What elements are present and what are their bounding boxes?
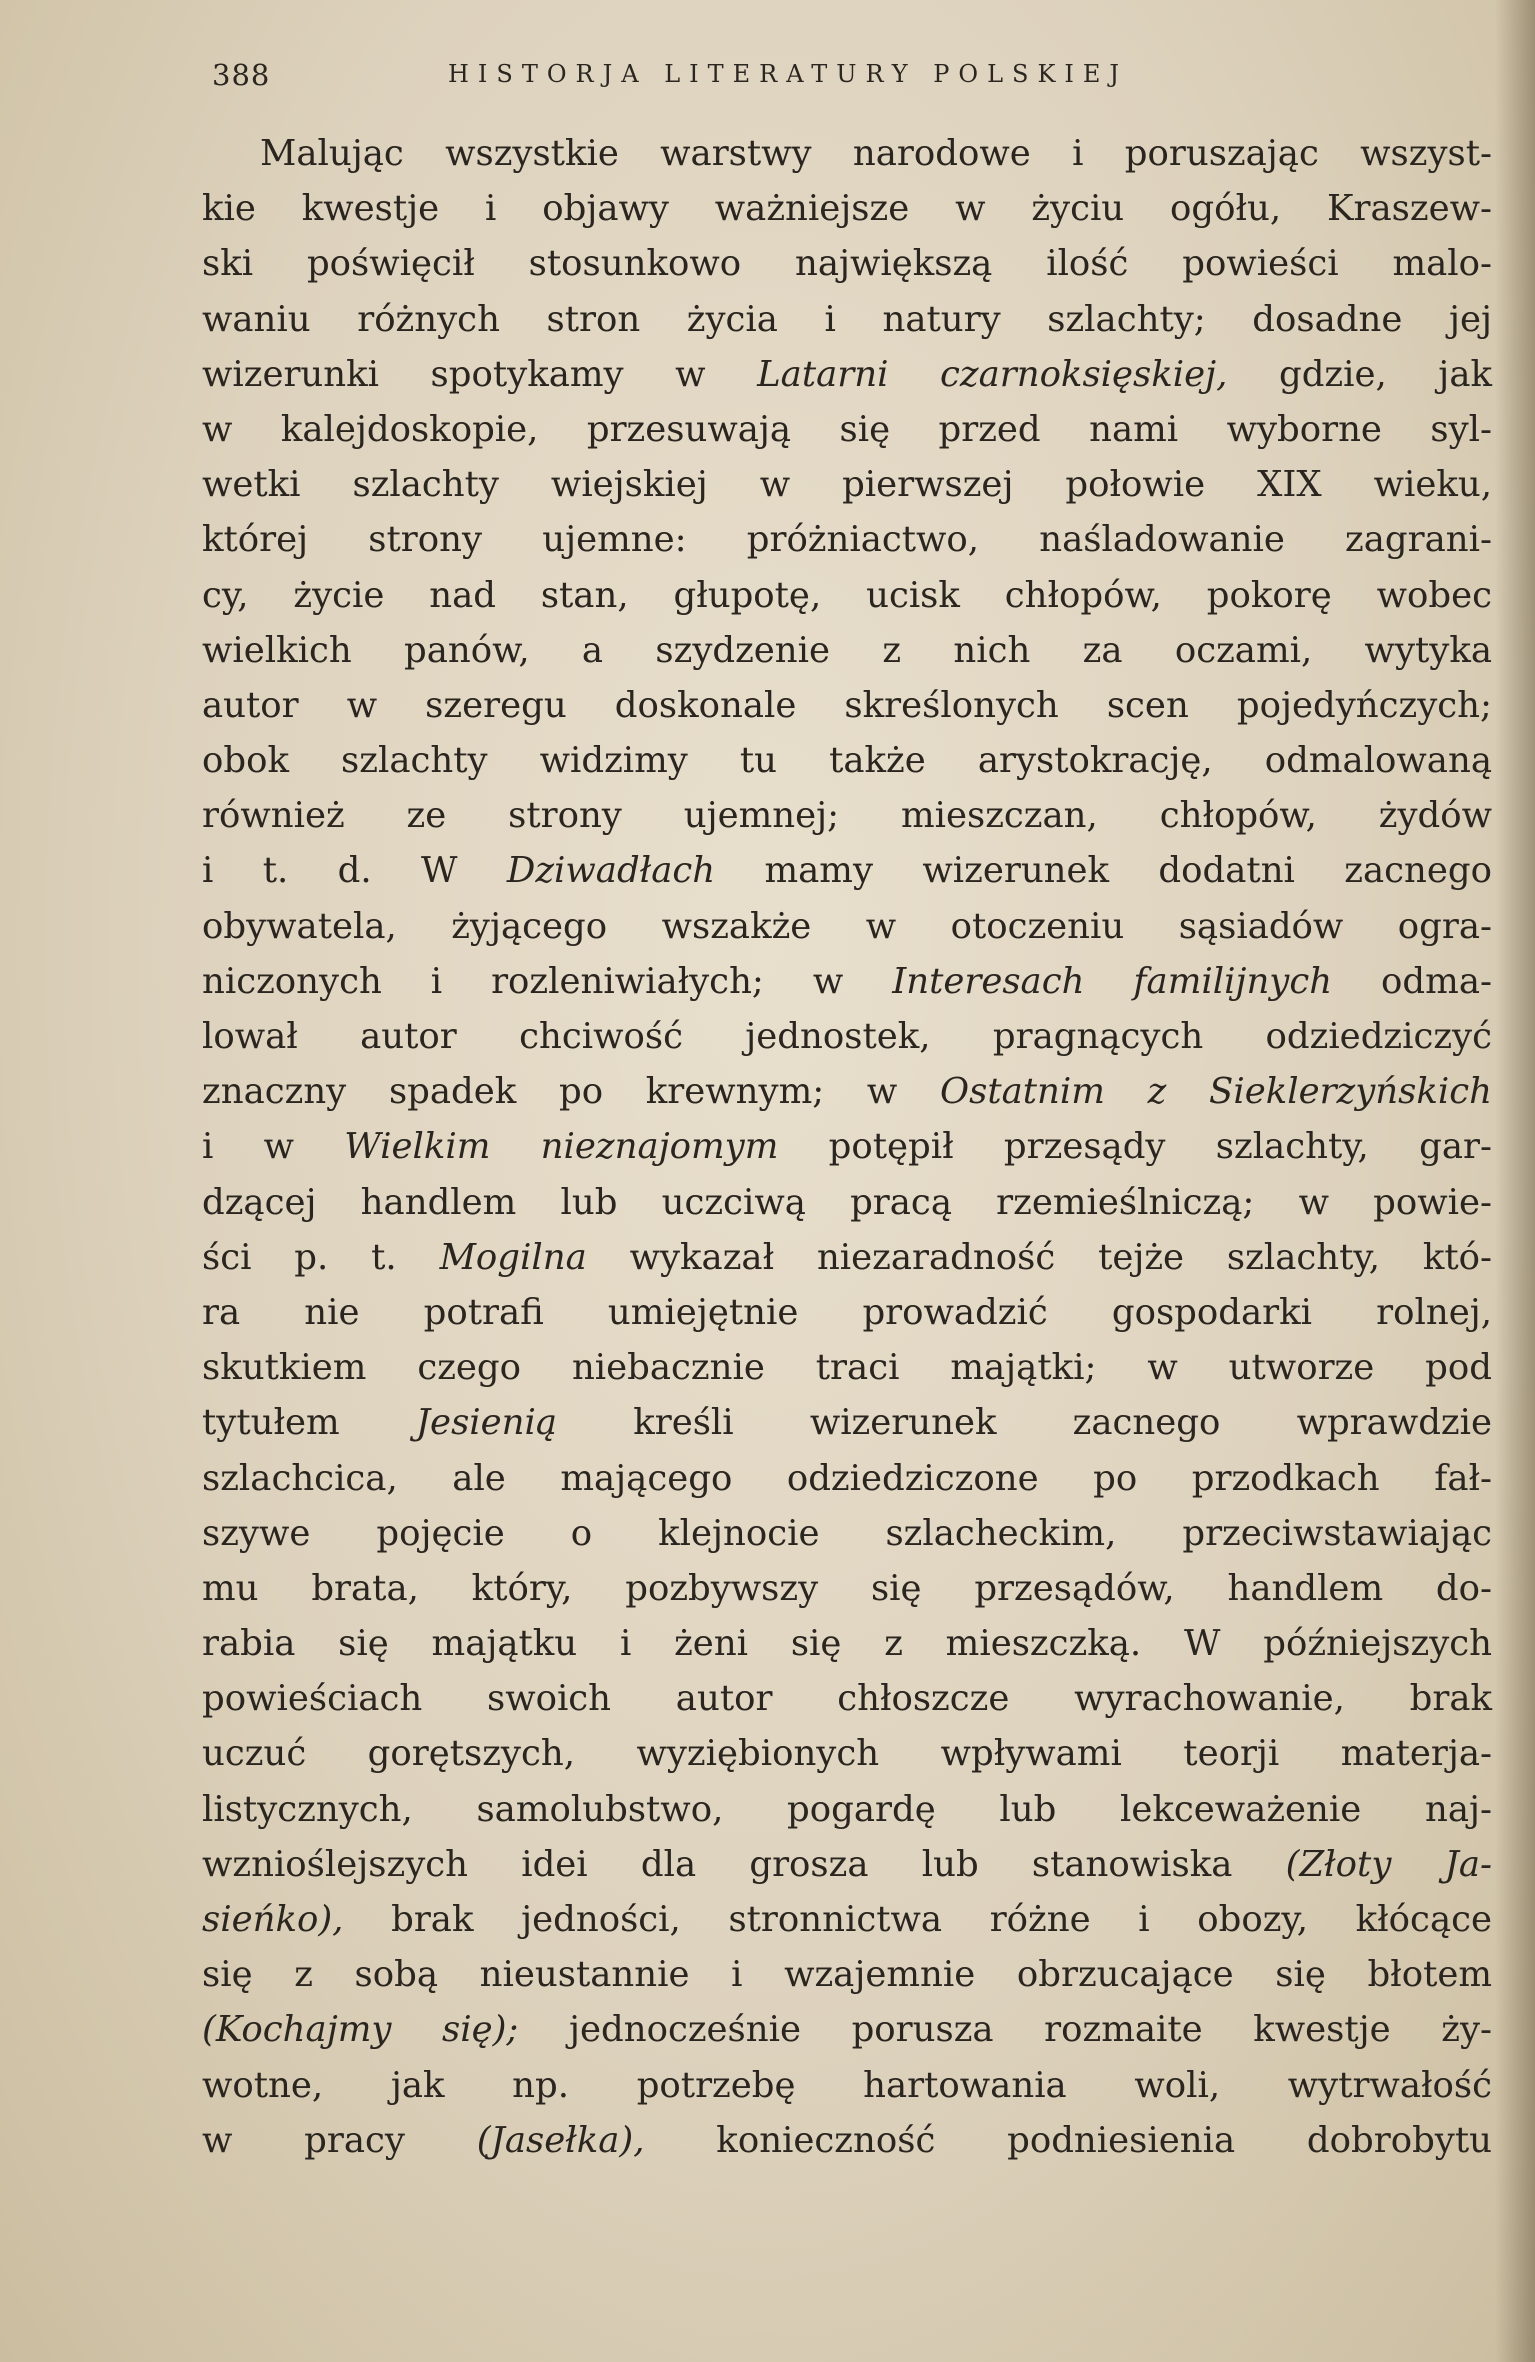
text-segment: powieściach swoich autor chłoszcze wyrachowanie, brak: [202, 1678, 1492, 1720]
text-line: [202, 292, 1492, 347]
text-segment: odma-: [1332, 960, 1492, 1002]
text-segment: również ze strony ujemnej; mieszczan, chłopów, żydów: [202, 795, 1492, 837]
text-segment: wizerunki spotykamy w: [202, 353, 758, 395]
text-segment: rabia się majątku i żeni się z mieszczką. W późniejszych: [202, 1623, 1492, 1665]
italic-title: Jesienią: [415, 1402, 558, 1444]
text-segment: szlachcica, ale mającego odziedziczone po przodkach fał-: [202, 1457, 1492, 1499]
text-segment: wotne, jak np. potrzebę hartowania woli, wytrwałość: [202, 2064, 1492, 2106]
text-line: [202, 568, 1492, 623]
text-segment: uczuć gorętszych, wyziębionych wpływami teorji materja-: [202, 1733, 1492, 1775]
text-segment: autor w szeregu doskonale skreślonych scen pojedyńczych;: [202, 684, 1492, 726]
text-segment: wielkich panów, a szydzenie z nich za oczami, wytyka: [202, 629, 1492, 671]
italic-title: (Kochajmy się);: [202, 2009, 519, 2051]
text-segment: znaczny spadek po krewnym; w: [202, 1071, 941, 1113]
text-line: [202, 1230, 1492, 1285]
text-segment: konieczność podniesienia dobrobytu: [644, 2119, 1492, 2161]
text-line: [202, 1340, 1492, 1395]
text-line: [202, 788, 1492, 843]
text-line: [202, 1561, 1492, 1616]
text-line: [202, 236, 1492, 291]
text-line: [202, 347, 1492, 402]
text-segment: ski poświęcił stosunkowo największą ilość powieści malo-: [202, 243, 1492, 285]
text-line: [202, 126, 1492, 181]
text-line: [202, 2002, 1492, 2057]
body-paragraph: [202, 126, 1492, 2168]
text-line: [202, 843, 1492, 898]
text-segment: gdzie, jak: [1227, 353, 1492, 395]
text-segment: w pracy: [202, 2119, 477, 2161]
text-segment: listycznych, samolubstwo, pogardę lub lekceważenie naj-: [202, 1788, 1492, 1830]
text-segment: Malując wszystkie warstwy narodowe i poruszając wszyst-: [260, 133, 1492, 174]
text-line: [202, 2058, 1492, 2113]
text-line: [202, 1892, 1492, 1947]
text-segment: niczonych i rozleniwiałych; w: [202, 960, 893, 1002]
text-segment: tytułem: [202, 1402, 416, 1444]
text-line: [202, 512, 1492, 567]
text-segment: w kalejdoskopie, przesuwają się przed nami wyborne syl-: [202, 408, 1492, 450]
italic-title: Dziwadłach: [506, 850, 716, 892]
text-segment: mu brata, który, pozbywszy się przesądów, handlem do-: [202, 1567, 1492, 1609]
text-line: [202, 623, 1492, 678]
text-segment: wznioślejszych idei dla grosza lub stanowiska: [202, 1843, 1286, 1885]
text-segment: obywatela, żyjącego wszakże w otoczeniu sąsiadów ogra-: [202, 905, 1492, 947]
text-segment: ra nie potrafi umiejętnie prowadzić gospodarki rolnej,: [202, 1291, 1492, 1333]
text-line: [202, 733, 1492, 788]
text-line: [202, 2113, 1492, 2168]
italic-title: (Jasełka),: [476, 2119, 645, 2161]
italic-title: (Złoty Ja-: [1285, 1843, 1492, 1885]
text-segment: skutkiem czego niebacznie traci majątki; w utworze pod: [202, 1347, 1492, 1389]
text-line: [202, 402, 1492, 457]
page-number: 388: [212, 58, 271, 92]
text-segment: i w: [202, 1126, 345, 1168]
text-segment: cy, życie nad stan, głupotę, ucisk chłopów, pokorę wobec: [202, 574, 1492, 616]
running-head: [212, 58, 1312, 98]
text-segment: waniu różnych stron życia i natury szlachty; dosadne jej: [202, 298, 1492, 340]
text-line: [202, 1119, 1492, 1174]
text-segment: obok szlachty widzimy tu także arystokrację, odmalowaną: [202, 740, 1492, 782]
text-segment: ści p. t.: [202, 1236, 440, 1278]
text-segment: kreśli wizerunek zacnego wprawdzie: [557, 1402, 1492, 1444]
text-segment: i t. d. W: [202, 850, 507, 892]
text-segment: mamy wizerunek dodatni zacnego: [715, 850, 1492, 892]
text-segment: jednocześnie porusza rozmaite kwestje ży-: [518, 2009, 1492, 2051]
italic-title: Mogilna: [439, 1236, 587, 1278]
text-segment: dzącej handlem lub uczciwą pracą rzemieślniczą; w powie-: [202, 1181, 1492, 1223]
text-segment: kie kwestje i objawy ważniejsze w życiu ogółu, Kraszew-: [202, 188, 1492, 230]
text-line: [202, 1285, 1492, 1340]
text-segment: szywe pojęcie o klejnocie szlacheckim, przeciwstawiając: [202, 1512, 1492, 1554]
italic-title: Ostatnim z Sieklerzyńskich: [940, 1071, 1492, 1113]
text-line: [202, 954, 1492, 1009]
text-line: [202, 1451, 1492, 1506]
text-segment: wetki szlachty wiejskiej w pierwszej połowie XIX wieku,: [202, 464, 1492, 506]
text-line: [202, 1616, 1492, 1671]
text-segment: wykazał niezaradność tejże szlachty, któ-: [586, 1236, 1492, 1278]
text-line: [202, 1175, 1492, 1230]
text-line: [202, 1837, 1492, 1892]
italic-title: Latarni czarnoksięskiej,: [757, 353, 1228, 395]
page-edge-shadow: [1495, 0, 1535, 2362]
text-line: [202, 1395, 1492, 1450]
italic-title: Wielkim nieznajomym: [344, 1126, 779, 1168]
text-segment: lował autor chciwość jednostek, pragnących odziedziczyć: [202, 1016, 1492, 1057]
text-line: [202, 1506, 1492, 1561]
text-line: [202, 678, 1492, 733]
text-line: [202, 1782, 1492, 1837]
text-line: [202, 181, 1492, 236]
italic-title: Interesach familijnych: [892, 960, 1333, 1002]
text-line: [202, 1064, 1492, 1119]
text-segment: brak jedności, stronnictwa różne i obozy, kłócące: [343, 1899, 1492, 1940]
text-segment: potępił przesądy szlachty, gar-: [778, 1126, 1492, 1168]
text-line: [202, 1671, 1492, 1726]
text-line: [202, 899, 1492, 954]
text-line: [202, 457, 1492, 512]
italic-title: sieńko),: [202, 1899, 344, 1940]
text-segment: się z sobą nieustannie i wzajemnie obrzucające się błotem: [202, 1954, 1492, 1996]
text-line: [202, 1947, 1492, 2002]
running-head-title: HISTORJA LITERATURY POLSKIEJ: [448, 60, 1129, 88]
text-segment: której strony ujemne: próżniactwo, naśladowanie zagrani-: [202, 519, 1492, 561]
text-line: [202, 1009, 1492, 1064]
text-line: [202, 1726, 1492, 1781]
